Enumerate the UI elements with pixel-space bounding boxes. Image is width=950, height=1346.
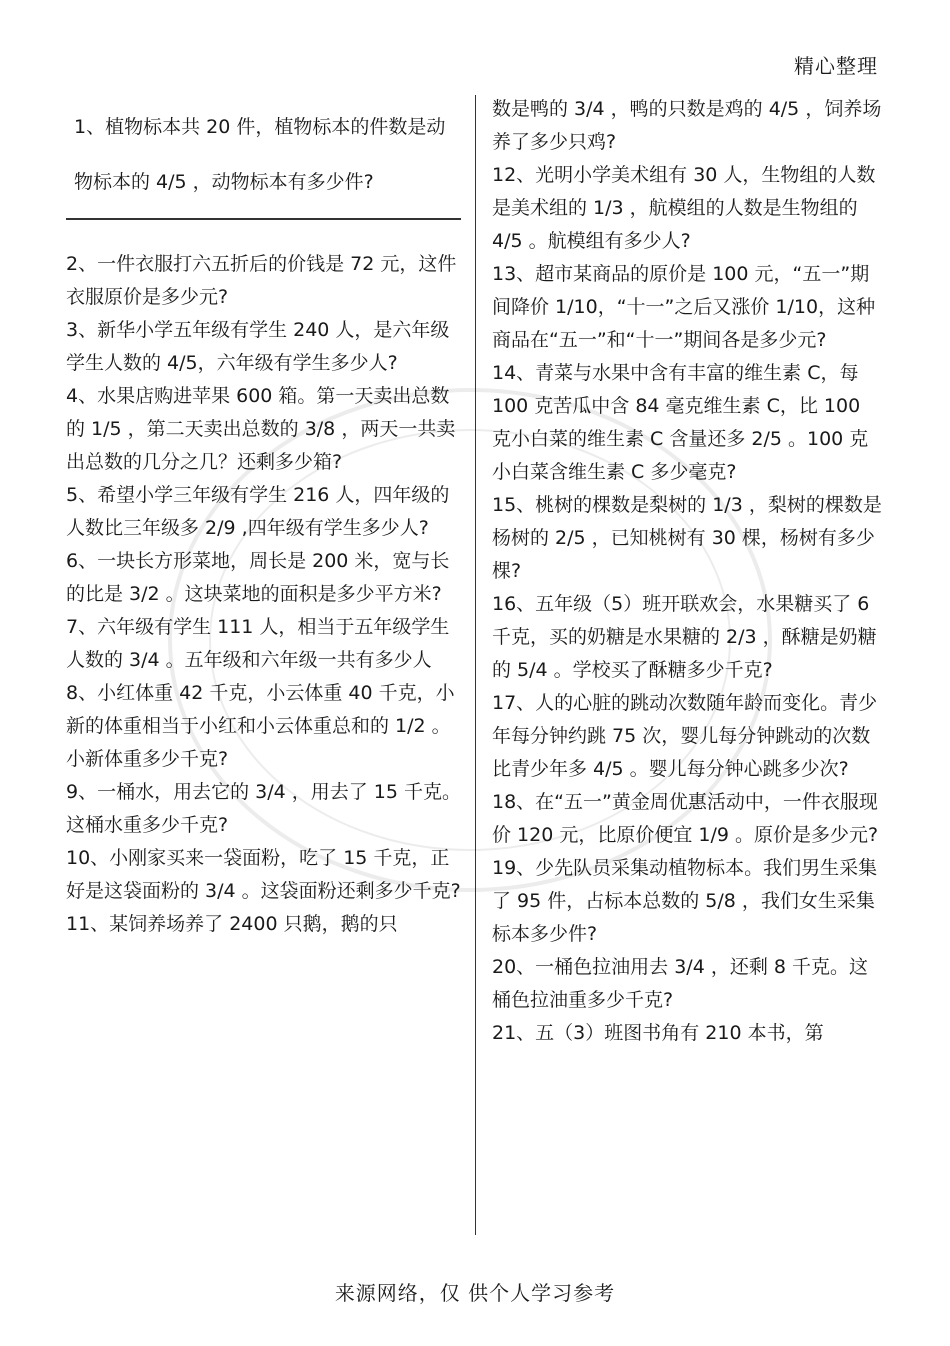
question-7: 7、六年级有学生 111 人，相当于五年级学生人数的 3/4 。五年级和六年级一共有多少人 xyxy=(66,616,450,671)
question-20: 20、一桶色拉油用去 3/4 ，还剩 8 千克。这桶色拉油重多少千克? xyxy=(492,956,869,1011)
question-11-start: 11、某饲养场养了 2400 只鹅，鹅的只 xyxy=(66,913,398,935)
question-21-start: 21、五（3）班图书角有 210 本书，第 xyxy=(492,1022,824,1044)
column-divider xyxy=(475,95,476,1235)
question-16: 16、五年级（5）班开联欢会，水果糖买了 6 千克，买的奶糖是水果糖的 2/3 ，酥糖是奶糖的 5/4 。学校买了酥糖多少千克? xyxy=(492,593,877,681)
question-19: 19、少先队员采集动植物标本。我们男生采集了 95 件，占标本总数的 5/8 ，我们女生采集标本多少件? xyxy=(492,857,878,945)
footer-note: 来源网络，仅 供个人学习参考 xyxy=(334,1281,616,1305)
question-9: 9、一桶水，用去它的 3/4 ，用去了 15 千克。这桶水重多少千克? xyxy=(66,781,462,836)
question-6: 6、一块长方形菜地，周长是 200 米，宽与长的比是 3/2 。这块菜地的面积是多少平方米? xyxy=(66,550,450,605)
question-18: 18、在“五一”黄金周优惠活动中，一件衣服现价 120 元，比原价便宜 1/9 。原价是多少元? xyxy=(492,791,879,846)
question-17: 17、人的心脏的跳动次数随年龄而变化。青少年每分钟约跳 75 次，婴儿每分钟跳动的次数比青少年多 4/5 。婴儿每分钟心跳多少次? xyxy=(492,692,878,780)
question-14: 14、青菜与水果中含有丰富的维生素 C，每 100 克苦瓜中含 84 毫克维生素 C，比 100 克小白菜的维生素 C 含量还多 2/5 。100 克小白菜含维生素 C 多少毫克? xyxy=(492,362,869,483)
answer-line xyxy=(66,218,461,220)
question-5: 5、希望小学三年级有学生 216 人，四年级的人数比三年级多 2/9 ,四年级有学生多少人? xyxy=(66,484,450,539)
question-15: 15、桃树的棵数是梨树的 1/3 ，梨树的棵数是杨树的 2/5 ，已知桃树有 30 棵，杨树有多少棵? xyxy=(492,494,882,582)
question-13: 13、超市某商品的原价是 100 元，“五一”期间降价 1/10，“十一”之后又涨价 1/10，这种商品在“五一”和“十一”期间各是多少元? xyxy=(492,263,876,351)
left-column xyxy=(66,100,461,941)
question-8: 8、小红体重 42 千克，小云体重 40 千克，小新的体重相当于小红和小云体重总和的 1/2 。小新体重多少千克? xyxy=(66,682,455,770)
question-3: 3、新华小学五年级有学生 240 人，是六年级学生人数的 4/5，六年级有学生多少人? xyxy=(66,319,450,374)
header-label: 精心整理 xyxy=(794,54,878,78)
question-12: 12、光明小学美术组有 30 人，生物组的人数是美术组的 1/3 ，航模组的人数是生物组的 4/5 。航模组有多少人? xyxy=(492,164,876,252)
question-1: 1、植物标本共 20 件，植物标本的件数是动物标本的 4/5 ，动物标本有多少件? xyxy=(74,116,446,193)
question-4: 4、水果店购进苹果 600 箱。第一天卖出总数的 1/5 ，第二天卖出总数的 3/8 ，两天一共卖出总数的几分之几？还剩多少箱? xyxy=(66,385,456,473)
question-11-continued: 数是鸭的 3/4 ，鸭的只数是鸡的 4/5 ，饲养场养了多少只鸡? xyxy=(492,98,882,153)
right-column xyxy=(492,93,882,1050)
question-10: 10、小刚家买来一袋面粉，吃了 15 千克，正好是这袋面粉的 3/4 。这袋面粉还剩多少千克? xyxy=(66,847,461,902)
question-2: 2、一件衣服打六五折后的价钱是 72 元，这件衣服原价是多少元? xyxy=(66,253,457,308)
